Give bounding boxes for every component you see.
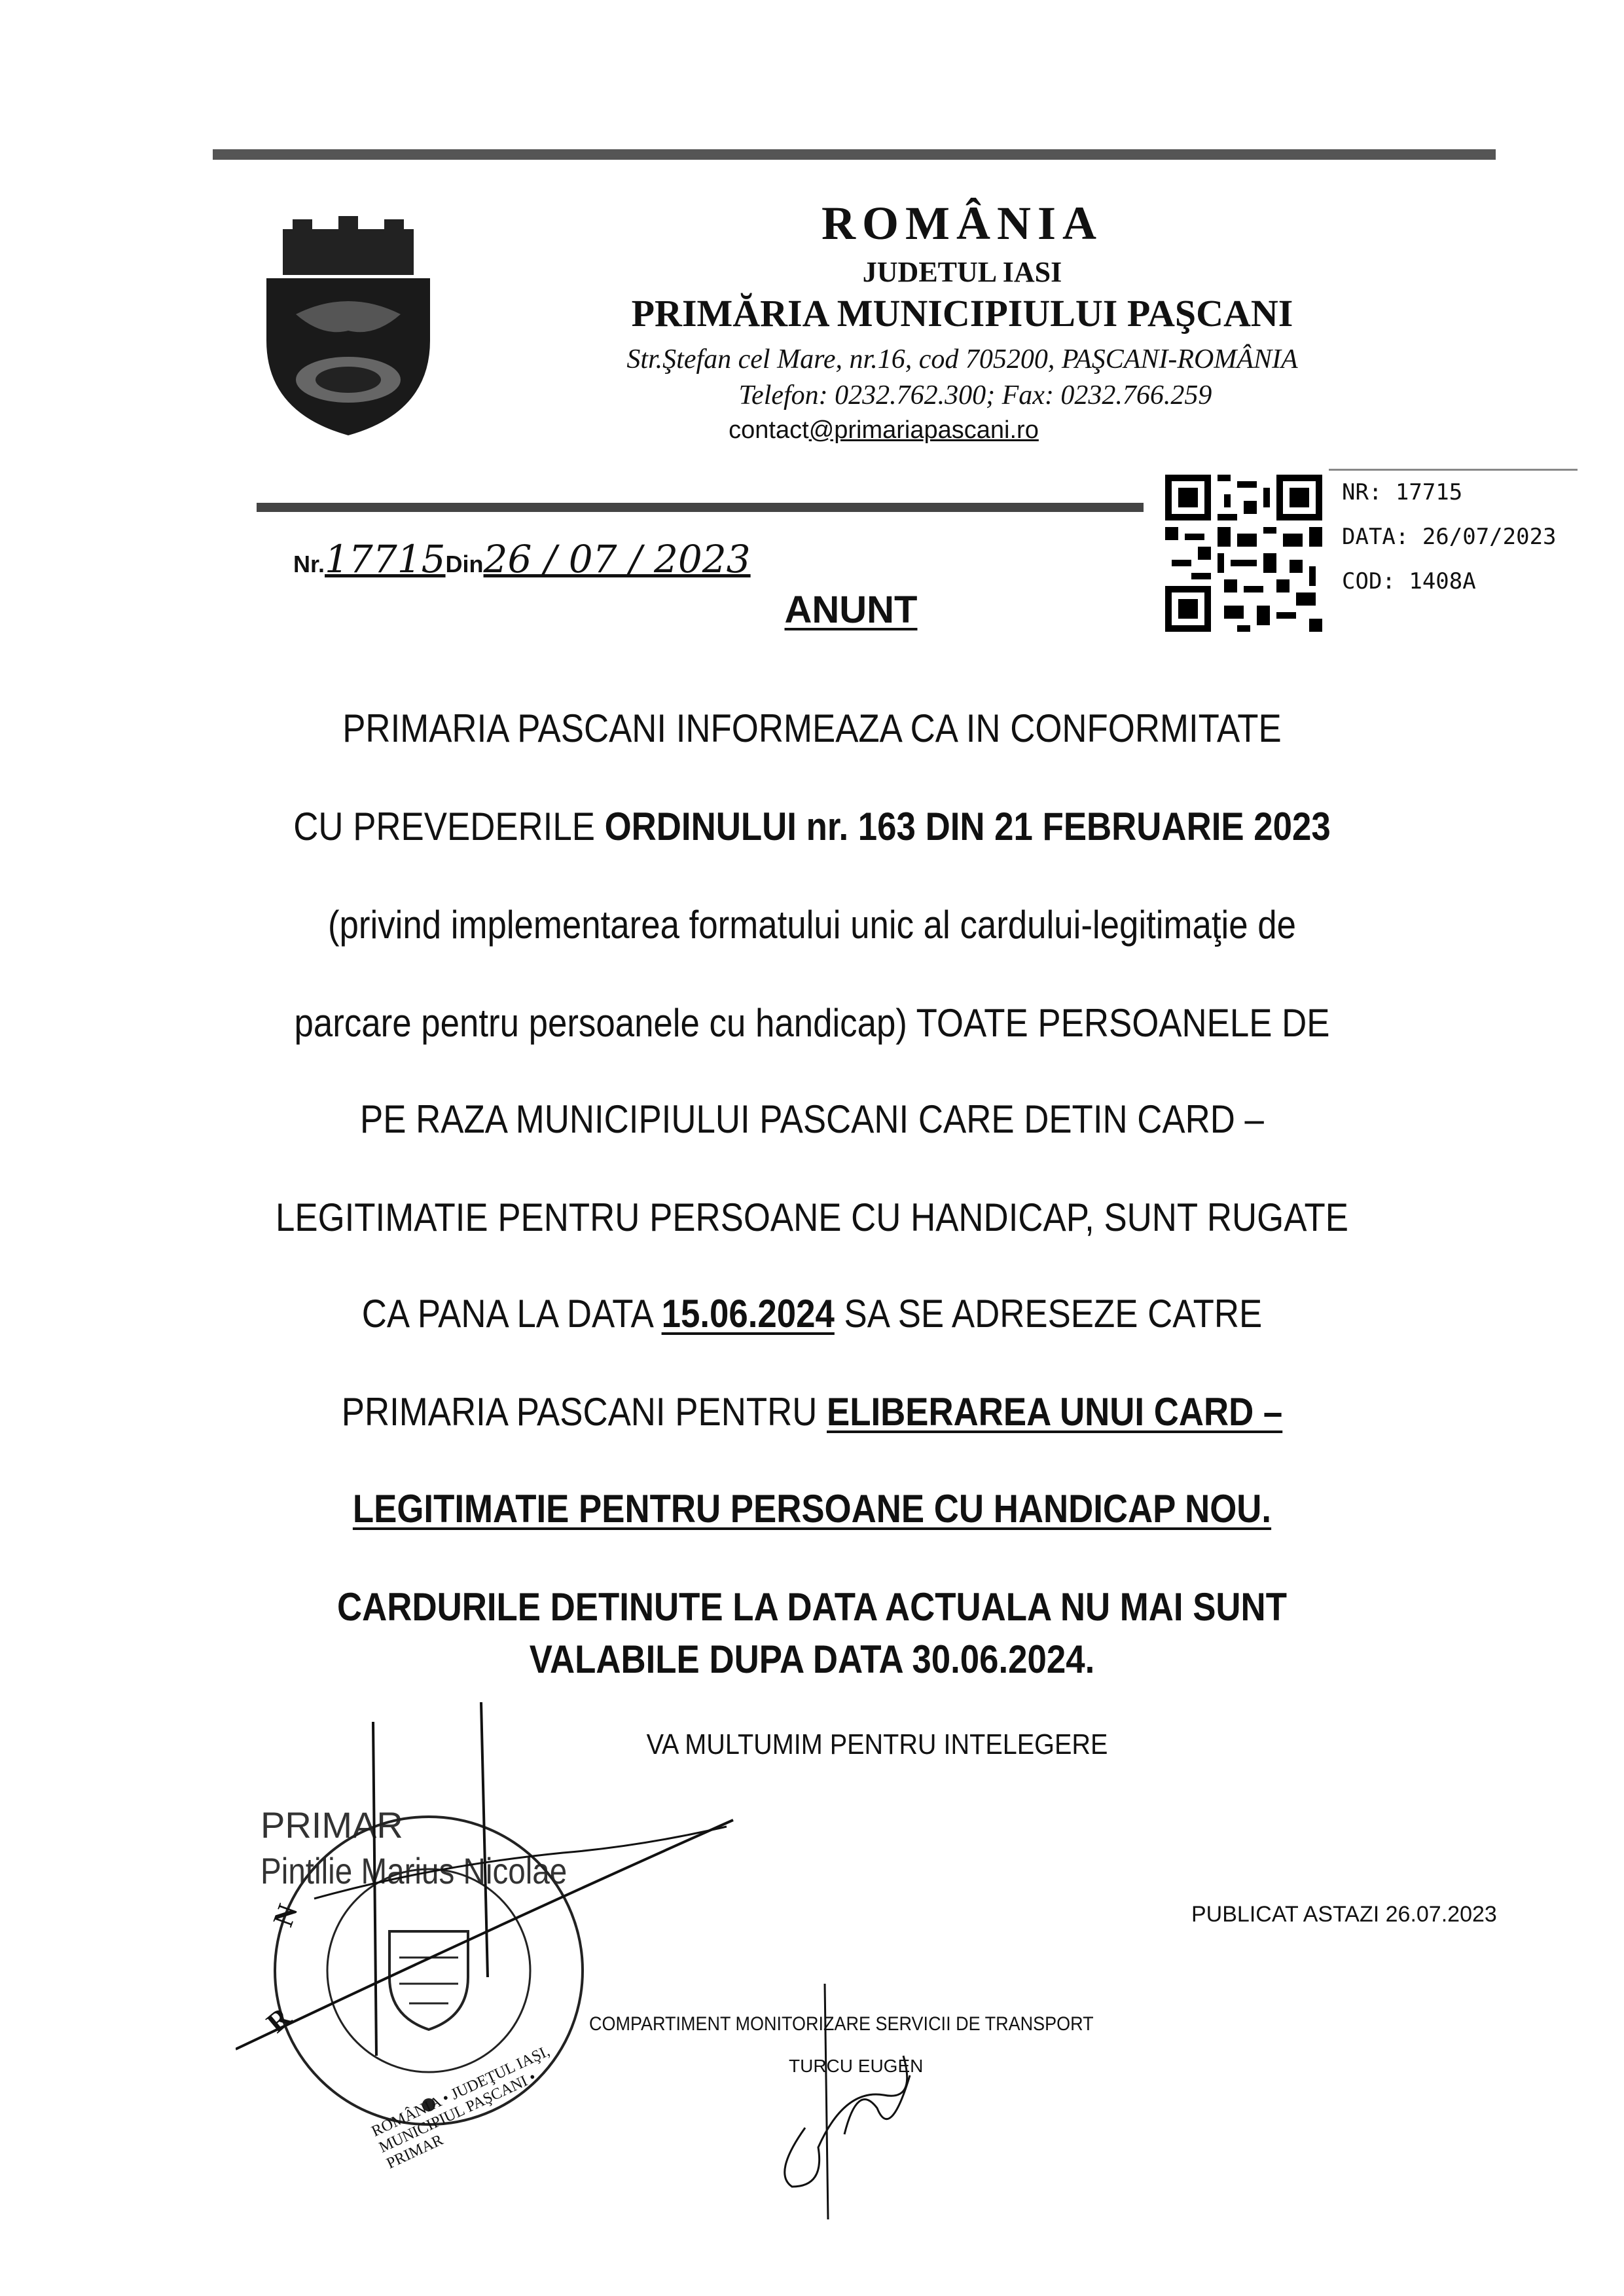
nr-value: 17715 xyxy=(325,537,446,581)
body-line-3: (privind implementarea formatului unic al cardului-legitimaţie de xyxy=(327,903,1297,947)
officer-signature xyxy=(766,1977,936,2239)
seal-text: ROMÂNIA • JUDEŢUL IAŞI, MUNICIPIUL PAŞCANI • PRIMAR xyxy=(369,2043,552,2173)
card-issue-text: ELIBERAREA UNUI CARD – xyxy=(827,1390,1283,1434)
email-line xyxy=(589,416,1178,445)
body-line-10: CARDURILE DETINUTE LA DATA ACTUALA NU MAI SUNT xyxy=(337,1585,1287,1629)
qr-code-icon xyxy=(1165,475,1322,632)
body-line-11: VALABILE DUPA DATA 30.06.2024. xyxy=(529,1637,1095,1681)
nr-label: Nr. xyxy=(293,551,325,577)
thanks-line: VA MULTUMIM PENTRU INTELEGERE xyxy=(646,1728,1108,1760)
stamp-cod: COD: 1408A xyxy=(1342,568,1476,594)
header-rule-thin xyxy=(1329,469,1578,471)
seal-letter-r: R xyxy=(260,2001,297,2039)
address-line: Str.Ştefan cel Mare, nr.16, cod 705200, PAŞCANI-ROMÂNIA xyxy=(626,344,1298,374)
body-line-7 xyxy=(98,1291,1526,1336)
top-rule xyxy=(213,149,1496,160)
officer-name: TURCU EUGEN xyxy=(789,2056,924,2076)
department-name: COMPARTIMENT MONITORIZARE SERVICII DE TRANSPORT xyxy=(589,2013,1094,2035)
body-line-2 xyxy=(98,804,1526,849)
institution-title: PRIMĂRIA MUNICIPIULUI PAŞCANI xyxy=(631,292,1293,335)
phone-fax-line: Telefon: 0232.762.300; Fax: 0232.766.259 xyxy=(738,380,1212,410)
deadline-date: 15.06.2024 xyxy=(661,1292,835,1336)
coat-of-arms-icon xyxy=(257,216,440,439)
registration-line xyxy=(293,537,751,581)
din-label: Din xyxy=(445,551,484,577)
din-value: 26 / 07 / 2023 xyxy=(483,537,751,581)
body-line-4: parcare pentru persoanele cu handicap) TOATE PERSOANELE DE xyxy=(294,1001,1330,1045)
stamp-nr: NR: 17715 xyxy=(1342,479,1463,505)
body-line-2-prefix: CU PREVEDERILE xyxy=(293,805,605,848)
mayor-title: PRIMAR xyxy=(261,1804,403,1846)
published-date: PUBLICAT ASTAZI 26.07.2023 xyxy=(1191,1902,1497,1927)
body-line-7-prefix: CA PANA LA DATA xyxy=(361,1292,662,1336)
header-rule xyxy=(257,503,1144,512)
seal-letter-n: N xyxy=(266,1900,304,1931)
page-title: ANUNT xyxy=(784,589,918,631)
body-line-8-prefix: PRIMARIA PASCANI PENTRU xyxy=(341,1390,827,1434)
body-line-9: LEGITIMATIE PENTRU PERSOANE CU HANDICAP NOU. xyxy=(352,1487,1272,1531)
email-link[interactable]: @primariapascani.ro xyxy=(808,416,1039,444)
body-line-8 xyxy=(98,1389,1526,1434)
country-title: ROMÂNIA xyxy=(821,197,1103,249)
mayor-name: Pintilie Marius Nicolae xyxy=(261,1850,568,1891)
body-line-5: PE RAZA MUNICIPIULUI PASCANI CARE DETIN CARD – xyxy=(360,1097,1264,1141)
order-reference: ORDINULUI nr. 163 DIN 21 FEBRUARIE 2023 xyxy=(604,805,1331,848)
body-line-7-suffix: SA SE ADRESEZE CATRE xyxy=(834,1292,1263,1336)
email-prefix: contact xyxy=(729,416,809,444)
stamp-data: DATA: 26/07/2023 xyxy=(1342,524,1557,550)
body-line-1: PRIMARIA PASCANI INFORMEAZA CA IN CONFORMITATE xyxy=(342,706,1282,750)
county-title: JUDETUL IASI xyxy=(862,256,1062,288)
body-line-6: LEGITIMATIE PENTRU PERSOANE CU HANDICAP, SUNT RUGATE xyxy=(275,1195,1349,1239)
